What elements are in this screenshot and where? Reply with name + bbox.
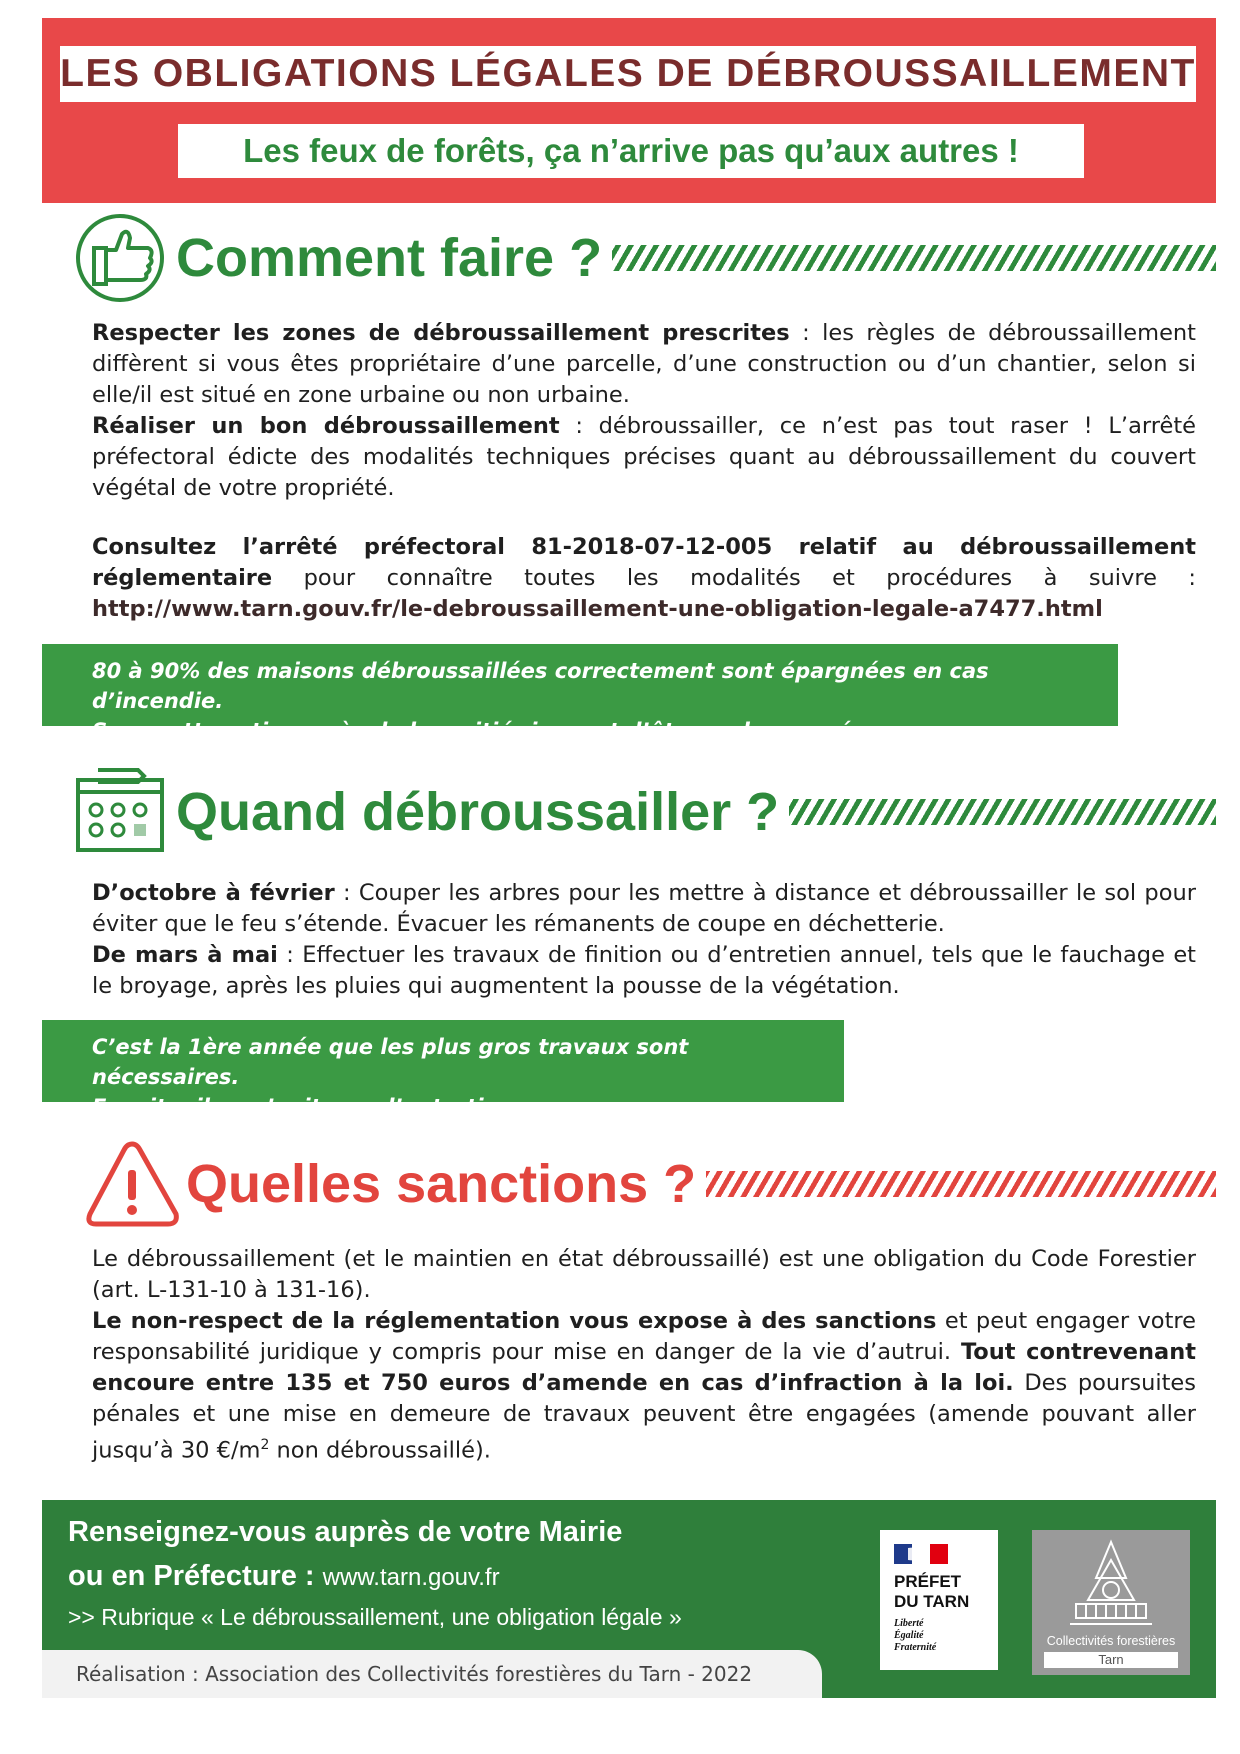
sanctions-p2-text-1: et peut engager votre responsabilité juridique y compris pour mise en danger de la vie d’autrui. (92, 1308, 1196, 1365)
when-paragraph (92, 878, 1196, 1002)
how-paragraph-1 (92, 318, 1196, 504)
how-callout-line-2: Sans cette action, près de la moitié risquent d’être endommagées. (92, 719, 887, 743)
forest-building-icon (1066, 1538, 1156, 1630)
sanctions-p2-text-3: non débroussaillé). (269, 1437, 491, 1464)
section-sanctions-title: Quelles sanctions ? (186, 1154, 697, 1214)
when-p2-bold: De mars à mai (92, 942, 278, 968)
page-subtitle: Les feux de forêts, ça n’arrive pas qu’aux autres ! (178, 124, 1084, 178)
cf-name: Collectivités forestières (1046, 1634, 1176, 1648)
prefecture-url-link[interactable]: www.tarn.gouv.fr (322, 1564, 500, 1591)
thumbs-up-icon (72, 208, 172, 308)
section-how-hatch (612, 245, 1216, 271)
arrete-link[interactable]: http://www.tarn.gouv.fr/le-debroussaillement-une-obligation-legale-a7477.html (92, 596, 1103, 622)
how-p2-text: : débroussailler, ce n’est pas tout raser ! L’arrêté préfectoral édicte des modalités techniques précises quant au débroussaillement du couvert végétal de votre propriété. (92, 413, 1196, 501)
credit-bar (42, 1650, 822, 1698)
section-when-heading (72, 762, 1216, 862)
section-when-title: Quand débroussailler ? (176, 782, 780, 842)
footer-banner (42, 1500, 1216, 1698)
cf-sub: Tarn (1044, 1652, 1178, 1668)
footer-line-1: Renseignez-vous auprès de votre Mairie (68, 1516, 623, 1548)
prefet-motto-line-3: Fraternité (894, 1642, 937, 1653)
prefet-motto-line-2: Égalité (894, 1630, 924, 1641)
prefet-motto (894, 1618, 936, 1654)
how-callout (42, 644, 1118, 743)
when-callout-line-1: C’est la 1ère année que les plus gros travaux sont nécessaires. (92, 1035, 689, 1089)
warning-icon (82, 1134, 182, 1234)
how-p1-text: : les règles de débroussaillement diffèrent si vous êtes propriétaire d’une parcelle, d’une construction ou d’un chantier, selon si elle/il est situé en zone urbaine ou non urbaine. (92, 320, 1196, 408)
section-how-title: Comment faire ? (176, 228, 603, 288)
section-when-hatch (789, 799, 1216, 825)
prefet-name-line-1: PRÉFET (894, 1572, 962, 1591)
sanctions-p2-bold-2: Tout contrevenant encoure entre 135 et 750 euros d’amende en cas d’infraction à la loi. (92, 1339, 1196, 1396)
how-p2-bold: Réaliser un bon débroussaillement (92, 413, 560, 439)
section-sanctions-heading (82, 1134, 1216, 1234)
collectivites-forestieres-logo (1032, 1530, 1190, 1675)
sanctions-p2-sup: 2 (260, 1437, 270, 1453)
footer-line-2-label: ou en Préfecture : (68, 1560, 323, 1592)
sanctions-p2-text-2: Des poursuites pénales et une mise en demeure de travaux peuvent être engagées (amende pouvant aller jusqu’à 30 €/m (92, 1370, 1197, 1464)
sanctions-paragraph (92, 1244, 1196, 1467)
credit-text: Réalisation : Association des Collectivités forestières du Tarn - 2022 (76, 1662, 753, 1686)
when-p1-text: : Couper les arbres pour les mettre à distance et débroussailler le sol pour éviter que le feu s’étende. Évacuer les rémanents de coupe en déchetterie. (92, 880, 1196, 937)
when-p1-bold: D’octobre à février (92, 880, 335, 906)
how-callout-line-1: 80 à 90% des maisons débroussaillées correctement sont épargnées en cas d’incendie. (92, 659, 989, 713)
sanctions-p2-bold-1: Le non-respect de la réglementation vous expose à des sanctions (92, 1308, 937, 1334)
section-sanctions-hatch (706, 1171, 1216, 1197)
footer-line-3: >> Rubrique « Le débroussaillement, une obligation légale » (68, 1604, 682, 1630)
prefet-motto-line-1: Liberté (894, 1618, 924, 1629)
when-callout-line-2: Ensuite, il ne s’agit que d’entretien. (92, 1095, 521, 1119)
marianne-flag-icon (894, 1544, 948, 1564)
page-title: LES OBLIGATIONS LÉGALES DE DÉBROUSSAILLEMENT (60, 46, 1196, 102)
prefet-name-line-2: DU TARN (894, 1592, 970, 1611)
when-callout (42, 1020, 844, 1119)
how-paragraph-2 (92, 532, 1196, 625)
how-p3-text: pour connaître toutes les modalités et procédures à suivre : (272, 565, 1196, 591)
prefet-name (894, 1572, 969, 1612)
header-banner (42, 18, 1216, 203)
how-p1-bold: Respecter les zones de débroussaillement prescrites (92, 320, 790, 346)
sanctions-p1-text: Le débroussaillement (et le maintien en état débroussaillé) est une obligation du Code Forestier (art. L-131-10 à 131-16). (92, 1246, 1196, 1303)
footer-line-2 (68, 1560, 500, 1593)
calendar-icon (72, 762, 172, 862)
prefet-logo (880, 1530, 998, 1670)
when-p2-text: : Effectuer les travaux de finition ou d’entretien annuel, tels que le fauchage et le broyage, après les pluies qui augmentent la pousse de la végétation. (92, 942, 1196, 999)
section-how-heading (72, 208, 1216, 308)
how-p3-bold: Consultez l’arrêté préfectoral 81-2018-07-12-005 relatif au débroussaillement réglementaire (92, 534, 1196, 591)
